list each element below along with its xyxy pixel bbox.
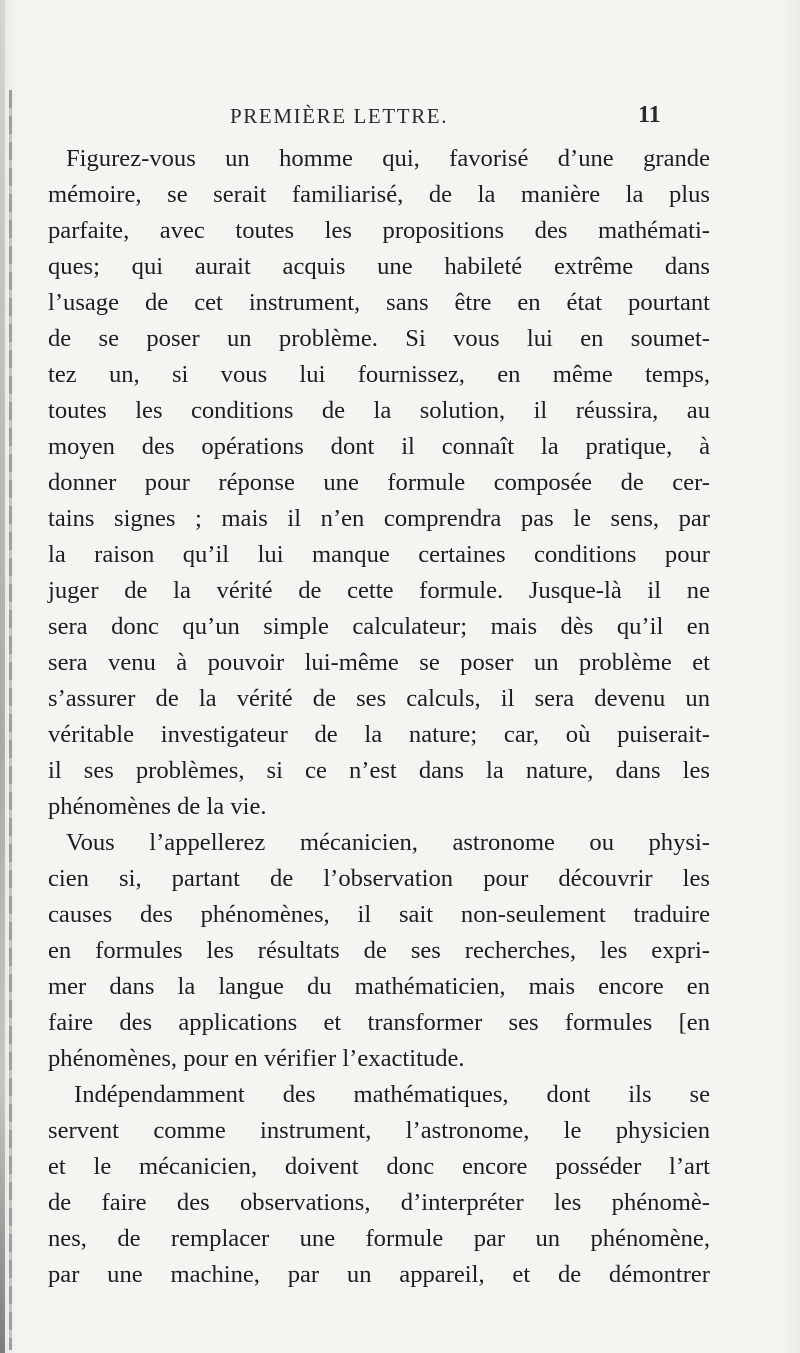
text-line: il ses problèmes, si ce n’est dans la nature, dans les (48, 757, 710, 784)
text-line: juger de la vérité de cette formule. Jusque-là il ne (48, 577, 710, 604)
text-line: en formules les résultats de ses recherches, les expri- (48, 937, 710, 964)
text-line: mer dans la langue du mathématicien, mais encore en (48, 973, 710, 1000)
text-line: toutes les conditions de la solution, il réussira, au (48, 397, 710, 424)
text-line: moyen des opérations dont il connaît la pratique, à (48, 433, 710, 460)
text-line: Vous l’appellerez mécanicien, astronome ou physi- (66, 829, 710, 856)
page-header (40, 104, 760, 134)
text-line: cien si, partant de l’observation pour découvrir les (48, 865, 710, 892)
text-line: ques; qui aurait acquis une habileté extrême dans (48, 253, 710, 280)
text-line: l’usage de cet instrument, sans être en état pourtant (48, 289, 710, 316)
text-line: la raison qu’il lui manque certaines conditions pour (48, 541, 710, 568)
text-line: tains signes ; mais il n’en comprendra pas le sens, par (48, 505, 710, 532)
text-line: de se poser un problème. Si vous lui en soumet- (48, 325, 710, 352)
page-fold-edge (9, 90, 12, 1350)
text-line: mémoire, se serait familiarisé, de la manière la plus (48, 181, 710, 208)
running-head: PREMIÈRE LETTRE. (230, 104, 449, 128)
text-line: causes des phénomènes, il sait non-seulement traduire (48, 901, 710, 928)
text-line: sera donc qu’un simple calculateur; mais dès qu’il en (48, 613, 710, 640)
text-line: Indépendamment des mathématiques, dont ils se (74, 1081, 710, 1108)
text-line: nes, de remplacer une formule par un phénomène, (48, 1225, 710, 1252)
binding-gutter (0, 0, 5, 1353)
text-line: de faire des observations, d’interpréter les phénomè- (48, 1189, 710, 1216)
page-number: 11 (638, 102, 661, 128)
text-line: phénomènes de la vie. (48, 793, 267, 820)
text-line: véritable investigateur de la nature; car, où puiserait- (48, 721, 710, 748)
text-line: parfaite, avec toutes les propositions des mathémati- (48, 217, 710, 244)
text-line: par une machine, par un appareil, et de démontrer (48, 1261, 710, 1288)
text-line: servent comme instrument, l’astronome, le physicien (48, 1117, 710, 1144)
text-line: faire des applications et transformer ses formules [en (48, 1009, 710, 1036)
text-line: Figurez-vous un homme qui, favorisé d’une grande (66, 145, 710, 172)
text-line: et le mécanicien, doivent donc encore posséder l’art (48, 1153, 710, 1180)
text-line: tez un, si vous lui fournissez, en même temps, (48, 361, 710, 388)
text-line: sera venu à pouvoir lui-même se poser un problème et (48, 649, 710, 676)
text-line: s’assurer de la vérité de ses calculs, il sera devenu un (48, 685, 710, 712)
text-line: donner pour réponse une formule composée de cer- (48, 469, 710, 496)
text-line: phénomènes, pour en vérifier l’exactitude. (48, 1045, 465, 1072)
body-text (48, 141, 710, 1293)
